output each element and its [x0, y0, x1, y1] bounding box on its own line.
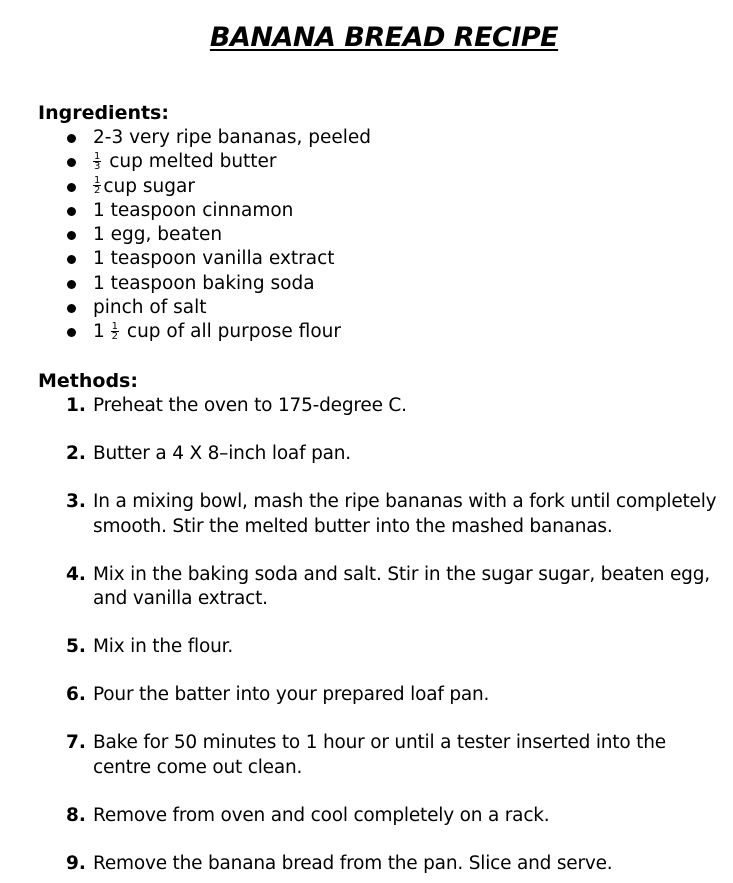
ingredient-label: 1 teaspoon cinnamon [93, 199, 294, 221]
step-text [93, 804, 727, 829]
step-number: 5. [66, 636, 86, 657]
page-title: BANANA BREAD RECIPE [209, 22, 559, 53]
step-text [93, 683, 727, 708]
step-number: 9. [66, 852, 86, 874]
ingredients-heading: Ingredients: [38, 102, 169, 124]
step-text [93, 442, 727, 467]
step-text-line: Remove the banana bread from the pan. Slice and serve. [93, 852, 613, 874]
step-number: 1. [66, 395, 86, 416]
fraction-numerator: 1 [94, 150, 101, 162]
methods-heading: Methods: [38, 370, 138, 392]
step-text-line: Remove from oven and cool completely on a rack. [93, 804, 550, 826]
ingredient-label: cup melted butter [103, 151, 277, 173]
step-text [93, 731, 727, 780]
ingredient-fraction [111, 322, 119, 341]
ingredient-text [93, 175, 195, 199]
step-text [93, 563, 727, 612]
fraction-denominator: 2 [94, 185, 101, 197]
fraction-numerator: 1 [111, 320, 119, 332]
step-text-line: Mix in the flour. [93, 636, 234, 657]
ingredient-fraction [93, 176, 101, 195]
ingredient-label: 1 teaspoon vanilla extract [93, 248, 335, 270]
step-text-line: Butter a 4 X 8–inch loaf pan. [93, 443, 351, 464]
ingredient-text [93, 126, 371, 150]
fraction-denominator: 2 [111, 330, 119, 342]
step-text-line: Preheat the oven to 175-degree C. [93, 395, 407, 416]
bullet-icon [67, 231, 76, 240]
bullet-icon [67, 255, 76, 264]
step-text-line: smooth. Stir the melted butter into the mashed bananas. [93, 515, 613, 537]
step-number: 2. [66, 443, 86, 464]
ingredient-label: 2-3 very ripe bananas, peeled [93, 127, 371, 148]
step-text-line: centre come out clean. [93, 756, 303, 778]
fraction-denominator: 3 [94, 160, 101, 172]
ingredient-text [93, 223, 222, 247]
step-text-line: and vanilla extract. [93, 588, 268, 609]
bullet-icon [67, 134, 76, 143]
step-text-line: Mix in the baking soda and salt. Stir in the sugar sugar, beaten egg, [93, 563, 710, 585]
fraction-numerator: 1 [94, 175, 101, 187]
ingredient-text [93, 320, 341, 344]
step-number: 7. [66, 732, 86, 753]
step-number: 3. [66, 491, 86, 512]
step-number: 4. [66, 563, 86, 585]
ingredient-label: cup of all purpose flour [121, 321, 341, 343]
step-text [93, 635, 727, 660]
step-text-line: In a mixing bowl, mash the ripe bananas with a fork until completely [93, 491, 717, 512]
ingredient-fraction [93, 152, 101, 171]
step-text-line: Bake for 50 minutes to 1 hour or until a tester inserted into the [93, 732, 666, 753]
step-text [93, 490, 727, 539]
bullet-icon [67, 304, 76, 313]
step-text [93, 852, 727, 877]
bullet-icon [67, 328, 76, 337]
ingredient-text [93, 296, 206, 320]
bullet-icon [67, 280, 76, 289]
ingredient-text [93, 272, 315, 296]
ingredient-label: 1 egg, beaten [93, 224, 223, 246]
bullet-icon [67, 183, 76, 192]
ingredient-label: cup sugar [103, 175, 195, 197]
ingredient-label: pinch of salt [93, 297, 207, 319]
ingredient-text [93, 150, 277, 174]
ingredient-label: 1 teaspoon baking soda [93, 272, 315, 294]
ingredient-text [93, 199, 293, 223]
step-number: 6. [66, 684, 86, 705]
ingredient-text [93, 247, 335, 271]
ingredient-quantity: 1 [93, 321, 111, 343]
step-text-line: Pour the batter into your prepared loaf pan. [93, 684, 490, 705]
step-number: 8. [66, 804, 86, 826]
bullet-icon [67, 158, 76, 167]
step-text [93, 394, 727, 419]
bullet-icon [67, 207, 76, 216]
